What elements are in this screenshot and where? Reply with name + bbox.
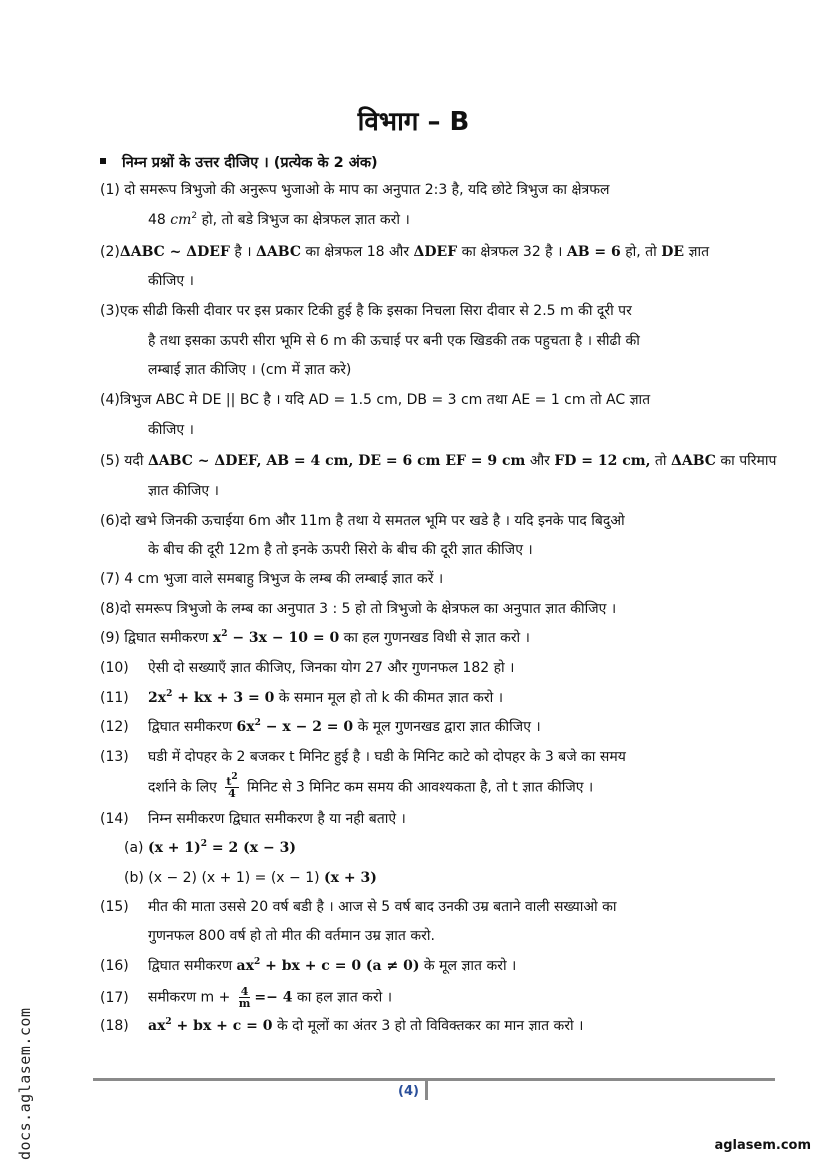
question-3-line-3: लम्बाई ज्ञात कीजिए । (cm में ज्ञात करे) bbox=[148, 362, 352, 378]
question-6: (6)दो खभे जिनकी ऊचाईया 6m और 11m है तथा ये समतल भूमि पर खडे है । यदि इनके पाद बिदुओ bbox=[100, 513, 625, 529]
instruction bbox=[100, 152, 378, 172]
question-16: (16) द्विघात समीकरण $ax^2$ + bx + c = 0 (a ≠ 0) के मूल ज्ञात करो । bbox=[100, 957, 517, 974]
question-4: (4)त्रिभुज ABC मे DE || BC है । यदि AD = 1.5 cm, DB = 3 cm तथा AE = 1 cm तो AC ज्ञात bbox=[100, 392, 651, 408]
fraction-4-over-m: $\frac{4}{m}$ bbox=[238, 985, 251, 1010]
question-3-line-2: है तथा इसका ऊपरी सीरा भूमि से 6 m की ऊचाई पर बनी एक खिडकी तक पहुचता है । सीढी की bbox=[148, 333, 640, 349]
question-17: (17) समीकरण m + $\frac{4}{m}$ =− 4 का हल ज्ञात करो । bbox=[100, 985, 393, 1010]
question-12: (12) द्विघात समीकरण $6x^2 - x - 2 = 0$ के मूल गुणनखड द्वारा ज्ञात कीजिए । bbox=[100, 718, 541, 735]
side-watermark: docs.aglasem.com bbox=[16, 1007, 34, 1160]
question-2: (2)ΔABC ~ ΔDEF है । ΔABC का क्षेत्रफल 18 और ΔDEF का क्षेत्रफल 32 है । AB = 6 हो, तो DE ज्ञात bbox=[100, 244, 710, 260]
question-15: (15) मीत की माता उससे 20 वर्ष बडी है । आज से 5 वर्ष बाद उनकी उम्र बताने वाली सख्याओ का bbox=[100, 899, 617, 915]
question-11: (11) $2x^2$ + kx + 3 = 0 के समान मूल हो तो k की कीमत ज्ञात करो । bbox=[100, 689, 503, 706]
footer-divider bbox=[93, 1078, 775, 1081]
question-2-line-2: कीजिए । bbox=[148, 273, 194, 289]
question-14: (14) निम्न समीकरण द्विघात समीकरण है या नही बताऐ । bbox=[100, 811, 406, 827]
question-7: (7) 4 cm भुजा वाले समबाहु त्रिभुज के लम्ब की लम्बाई ज्ञात करें । bbox=[100, 571, 444, 587]
page-title: विभाग – B bbox=[357, 107, 470, 137]
question-14-part-b: (b) (x − 2) (x + 1) = (x − 1) (x + 3) bbox=[124, 870, 377, 886]
fraction-t2-over-4: $\frac{t^2}{4}$ bbox=[226, 772, 238, 800]
bullet-icon bbox=[100, 158, 106, 164]
question-9: (9) द्विघात समीकरण $x^2 - 3x - 10 = 0$ का हल गुणनखड विधी से ज्ञात करो । bbox=[100, 629, 530, 646]
question-1-line-2: 48 $cm^2$ हो, तो बडे त्रिभुज का क्षेत्रफल ज्ञात करो । bbox=[148, 211, 410, 228]
question-8: (8)दो समरूप त्रिभुजो के लम्ब का अनुपात 3 : 5 हो तो त्रिभुजो के क्षेत्रफल का अनुपात ज्ञात कीजिए । bbox=[100, 601, 617, 617]
question-3: (3)एक सीढी किसी दीवार पर इस प्रकार टिकी हुई है कि इसका निचला सिरा दीवार से 2.5 m की दूरी पर bbox=[100, 303, 632, 319]
question-5-line-2: ज्ञात कीजिए । bbox=[148, 483, 219, 499]
question-13-line-2: दर्शाने के लिए $\frac{t^2}{4}$ मिनिट से 3 मिनिट कम समय की आवश्यकता है, तो t ज्ञात कीजिए । bbox=[148, 772, 594, 800]
question-10: (10) ऐसी दो सख्याएँ ज्ञात कीजिए, जिनका योग 27 और गुणनफल 182 हो । bbox=[100, 660, 515, 676]
page-number: (4) bbox=[398, 1084, 419, 1099]
footer-divider-tick bbox=[425, 1078, 428, 1100]
corner-watermark: aglasem.com bbox=[714, 1138, 811, 1153]
question-4-line-2: कीजिए । bbox=[148, 422, 194, 438]
question-6-line-2: के बीच की दूरी 12m है तो इनके ऊपरी सिरो के बीच की दूरी ज्ञात कीजिए । bbox=[148, 542, 533, 558]
question-18: (18) $ax^2$ + bx + c = 0 के दो मूलों का अंतर 3 हो तो विविक्तकर का मान ज्ञात करो । bbox=[100, 1017, 584, 1034]
question-14-part-a: (a) $(x + 1)^2 = 2$ (x − 3) bbox=[124, 839, 296, 856]
question-5: (5) यदी ΔABC ~ ΔDEF, AB = 4 cm, DE = 6 cm EF = 9 cm और FD = 12 cm, तो ΔABC का परिमाप bbox=[100, 453, 777, 469]
question-13: (13) घडी में दोपहर के 2 बजकर t मिनिट हुई है । घडी के मिनिट काटे को दोपहर के 3 बजे का समय bbox=[100, 749, 626, 765]
question-15-line-2: गुणनफल 800 वर्ष हो तो मीत की वर्तमान उम्र ज्ञात करो. bbox=[148, 928, 435, 944]
instruction-text: निम्न प्रश्नों के उत्तर दीजिए । (प्रत्येक के 2 अंक) bbox=[122, 155, 378, 171]
question-1: (1) दो समरूप त्रिभुजो की अनुरूप भुजाओ के माप का अनुपात 2:3 है, यदि छोटे त्रिभुज का क्षेत्रफल bbox=[100, 182, 610, 198]
